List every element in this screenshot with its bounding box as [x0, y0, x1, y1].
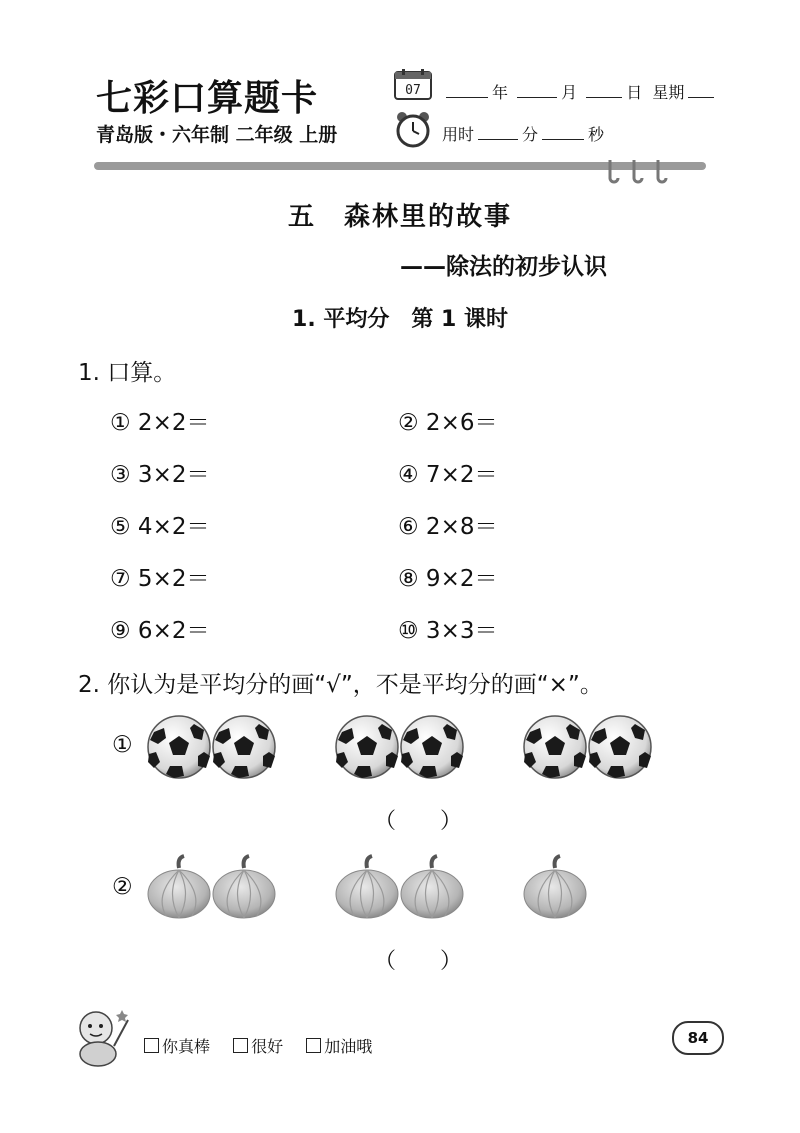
pumpkin-icon	[211, 854, 277, 920]
time-label: 用时	[442, 125, 475, 144]
option-label: 很好	[251, 1037, 284, 1056]
q1-item: ① 2×2＝	[110, 410, 210, 436]
soccer-ball-icon	[399, 714, 465, 780]
q1-item: ③ 3×2＝	[110, 462, 210, 488]
q1-item: ⑩ 3×3＝	[398, 618, 498, 644]
option-good[interactable]	[233, 1037, 283, 1056]
checkbox-icon[interactable]	[306, 1038, 321, 1053]
day-label: 日	[626, 83, 643, 102]
month-label: 月	[561, 83, 578, 102]
pumpkin-icon	[522, 854, 588, 920]
soccer-ball-icon	[146, 714, 212, 780]
month-blank[interactable]	[517, 83, 557, 98]
seconds-label: 秒	[588, 125, 605, 144]
seconds-blank[interactable]	[542, 125, 584, 140]
date-fill-line	[442, 80, 718, 103]
q1-item: ⑧ 9×2＝	[398, 566, 498, 592]
chapter-subtitle: ——除法的初步认识	[400, 254, 607, 280]
mascot-icon	[70, 1002, 136, 1068]
checkbox-icon[interactable]	[144, 1038, 159, 1053]
chapter-title: 五 森林里的故事	[287, 202, 512, 232]
pumpkin-icon	[334, 854, 400, 920]
q2-row1-answer[interactable]: （ ）	[374, 809, 463, 834]
q1-title: 1. 口算。	[78, 360, 177, 386]
year-label: 年	[492, 83, 509, 102]
q2-title: 2. 你认为是平均分的画“√”，不是平均分的画“×”。	[78, 672, 603, 698]
q1-item: ⑦ 5×2＝	[110, 566, 210, 592]
q1-item: ⑤ 4×2＝	[110, 514, 210, 540]
soccer-ball-icon	[334, 714, 400, 780]
binder-hooks-icon	[598, 158, 678, 188]
option-label: 加油哦	[324, 1037, 373, 1056]
option-label: 你真棒	[162, 1037, 211, 1056]
year-blank[interactable]	[446, 83, 488, 98]
q1-item: ④ 7×2＝	[398, 462, 498, 488]
weekday-label: 星期	[652, 83, 685, 102]
q2-row2-answer[interactable]: （ ）	[374, 949, 463, 974]
q2-row1-label: ①	[112, 732, 133, 758]
option-great[interactable]	[144, 1037, 210, 1056]
q1-item: ⑨ 6×2＝	[110, 618, 210, 644]
minutes-label: 分	[522, 125, 539, 144]
q1-item: ② 2×6＝	[398, 410, 498, 436]
soccer-ball-icon	[211, 714, 277, 780]
day-blank[interactable]	[586, 83, 622, 98]
option-keep-going[interactable]	[306, 1037, 372, 1056]
pumpkin-icon	[146, 854, 212, 920]
self-evaluation	[144, 1034, 390, 1057]
weekday-blank[interactable]	[688, 83, 714, 98]
q1-item: ⑥ 2×8＝	[398, 514, 498, 540]
soccer-ball-icon	[587, 714, 653, 780]
edition-label: 青岛版・六年制 二年级 上册	[96, 124, 338, 146]
soccer-ball-icon	[522, 714, 588, 780]
lesson-title: 1. 平均分 第 1 课时	[292, 307, 508, 332]
time-fill-line	[442, 122, 604, 145]
q2-row2-label: ②	[112, 874, 133, 900]
checkbox-icon[interactable]	[233, 1038, 248, 1053]
minutes-blank[interactable]	[478, 125, 518, 140]
brand-title: 七彩口算题卡	[96, 77, 319, 119]
pumpkin-icon	[399, 854, 465, 920]
calendar-icon	[394, 68, 432, 100]
clock-icon	[394, 110, 432, 148]
page-number: 84	[672, 1021, 724, 1055]
calendar-number: 07	[405, 83, 421, 98]
